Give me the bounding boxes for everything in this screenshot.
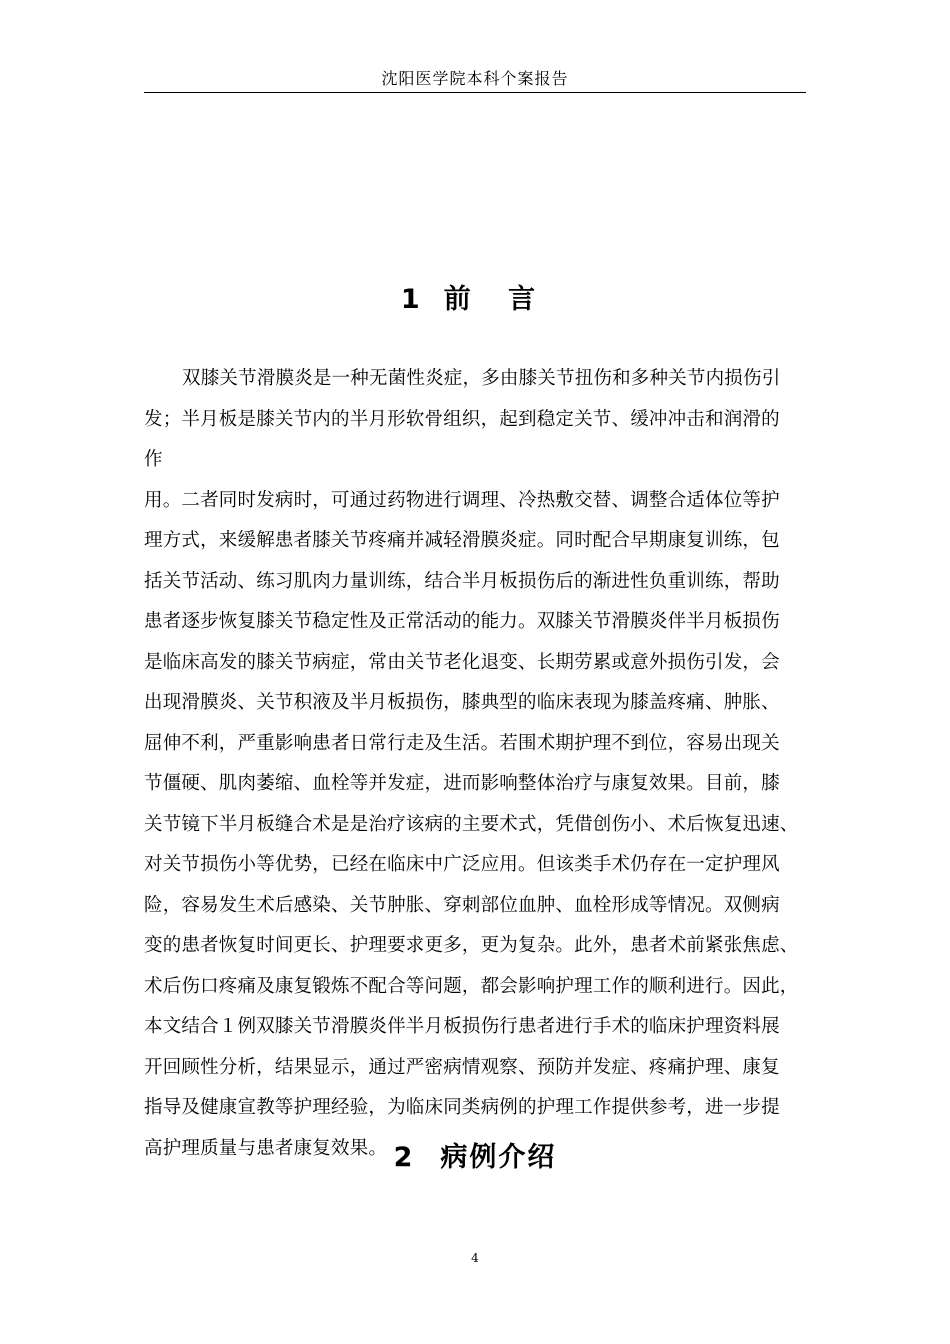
section-number: 2	[393, 1142, 415, 1173]
body-line: 是临床高发的膝关节病症，常由关节老化退变、长期劳累或意外损伤引发，会	[144, 651, 780, 673]
section-heading-case	[144, 1140, 806, 1176]
section-number: 1	[400, 284, 420, 315]
body-line: 理方式，来缓解患者膝关节疼痛并减轻滑膜炎症。同时配合早期康复训练，包	[144, 530, 780, 551]
body-line: 对关节损伤小等优势，已经在临床中广泛应用。但该类手术仍存在一定护理风	[144, 854, 780, 875]
body-line: 变的患者恢复时间更长、护理要求更多，更为复杂。此外，患者术前紧张焦虑、	[144, 935, 799, 956]
page-number: 4	[471, 1251, 479, 1265]
body-line: 屈伸不利，严重影响患者日常行走及生活。若围术期护理不到位，容易出现关	[144, 732, 780, 754]
body-line: 患者逐步恢复膝关节稳定性及正常活动的能力。双膝关节滑膜炎伴半月板损伤	[144, 611, 780, 632]
body-line: 指导及健康宣教等护理经验，为临床同类病例的护理工作提供参考，进一步提	[144, 1097, 780, 1118]
section-heading-preface	[144, 282, 806, 318]
body-line: 发；半月板是膝关节内的半月形软骨组织，起到稳定关节、缓冲冲击和润滑的	[144, 408, 780, 430]
body-line: 出现滑膜炎、关节积液及半月板损伤，膝典型的临床表现为膝盖疼痛、肿胀、	[144, 692, 780, 713]
body-line: 双膝关节滑膜炎是一种无菌性炎症，多由膝关节扭伤和多种关节内损伤引	[182, 368, 781, 389]
body-line: 术后伤口疼痛及康复锻炼不配合等问题，都会影响护理工作的顺利进行。因此，	[144, 975, 799, 997]
body-line: 节僵硬、肌肉萎缩、血栓等并发症，进而影响整体治疗与康复效果。目前，膝	[144, 773, 780, 794]
section-title: 前 言	[443, 284, 550, 315]
body-line: 关节镜下半月板缝合术是是治疗该病的主要术式，凭借创伤小、术后恢复迅速、	[144, 813, 799, 835]
section-title: 病例介绍	[440, 1142, 557, 1173]
body-line: 括关节活动、练习肌肉力量训练，结合半月板损伤后的渐进性负重训练，帮助	[144, 570, 780, 592]
body-line: 开回顾性分析，结果显示，通过严密病情观察、预防并发症、疼痛护理、康复	[144, 1056, 780, 1078]
body-line: 本文结合１例双膝关节滑膜炎伴半月板损伤行患者进行手术的临床护理资料展	[144, 1016, 780, 1037]
body-line: 作	[144, 449, 163, 470]
body-line: 高护理质量与患者康复效果。	[144, 1137, 388, 1159]
header-rule	[144, 92, 806, 93]
body-line: 用。二者同时发病时，可通过药物进行调理、冷热敷交替、调整合适体位等护	[144, 489, 780, 511]
running-header: 沈阳医学院本科个案报告	[381, 69, 569, 88]
body-line: 险，容易发生术后感染、关节肿胀、穿刺部位血肿、血栓形成等情况。双侧病	[144, 894, 780, 916]
